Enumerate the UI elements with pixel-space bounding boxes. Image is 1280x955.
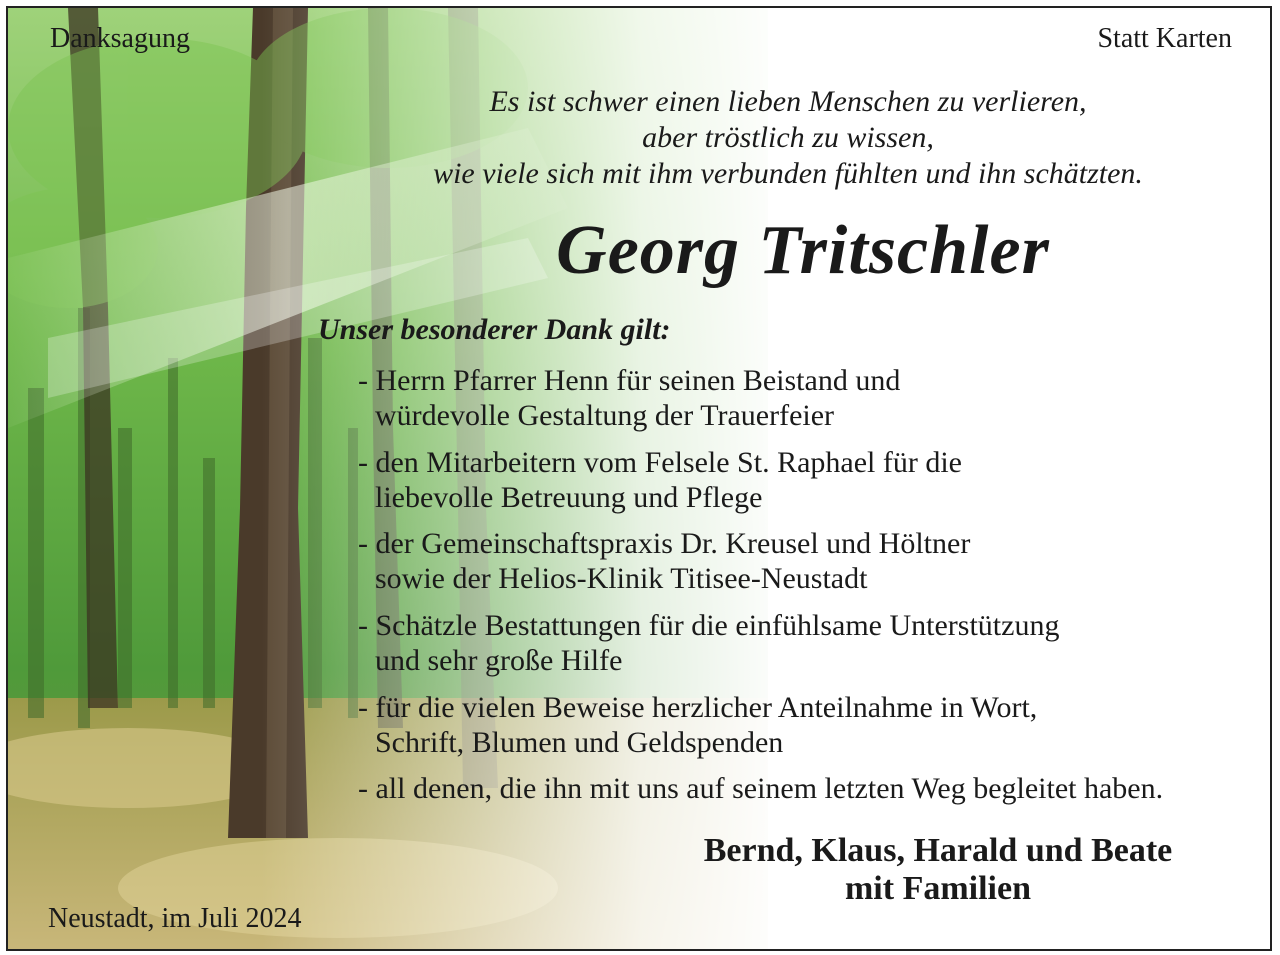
thanks-item-line-1: - Schätzle Bestattungen für die einfühlsame Unterstützung <box>358 609 1060 642</box>
thanks-item-line-2: würdevolle Gestaltung der Trauerfeier <box>375 399 835 432</box>
thanks-item <box>358 363 900 433</box>
quote-line-2: aber tröstlich zu wissen, <box>642 121 934 154</box>
thanks-item-line-2: sowie der Helios-Klinik Titisee-Neustadt <box>375 562 868 595</box>
signature-families: mit Familien <box>844 870 1032 907</box>
thanks-heading: Unser besonderer Dank gilt: <box>318 313 671 346</box>
quote-line-1: Es ist schwer einen lieben Menschen zu verlieren, <box>489 85 1087 118</box>
quote-line-3: wie viele sich mit ihm verbunden fühlten und ihn schätzten. <box>433 157 1143 190</box>
thanks-item-line-1: - den Mitarbeitern vom Felsele St. Raphael für die <box>358 446 962 479</box>
thanks-item-line-1: - all denen, die ihn mit uns auf seinem letzten Weg begleitet haben. <box>358 772 1164 805</box>
thanks-item <box>358 526 970 596</box>
thanks-item-line-2: liebevolle Betreuung und Pflege <box>375 481 763 514</box>
statt-karten-label: Statt Karten <box>1097 23 1232 54</box>
place-date: Neustadt, im Juli 2024 <box>48 903 302 934</box>
thanks-item <box>358 445 962 515</box>
thanks-item-line-2: und sehr große Hilfe <box>375 644 623 677</box>
thanks-item-line-1: - Herrn Pfarrer Henn für seinen Beistand und <box>358 364 901 397</box>
obituary-card <box>6 6 1272 951</box>
thanks-item <box>358 771 1163 806</box>
danksagung-label: Danksagung <box>50 23 190 54</box>
thanks-item <box>358 608 1059 678</box>
thanks-item-line-2: Schrift, Blumen und Geldspenden <box>375 726 784 759</box>
condolence-quote <box>388 84 1188 192</box>
deceased-name: Georg Tritschler <box>556 212 1050 289</box>
signature <box>608 832 1268 908</box>
thanks-item-line-1: - der Gemeinschaftspraxis Dr. Kreusel und Höltner <box>358 527 971 560</box>
thanks-item-line-1: - für die vielen Beweise herzlicher Anteilnahme in Wort, <box>358 691 1038 724</box>
signature-names: Bernd, Klaus, Harald und Beate <box>703 832 1173 869</box>
thanks-item <box>358 690 1037 760</box>
